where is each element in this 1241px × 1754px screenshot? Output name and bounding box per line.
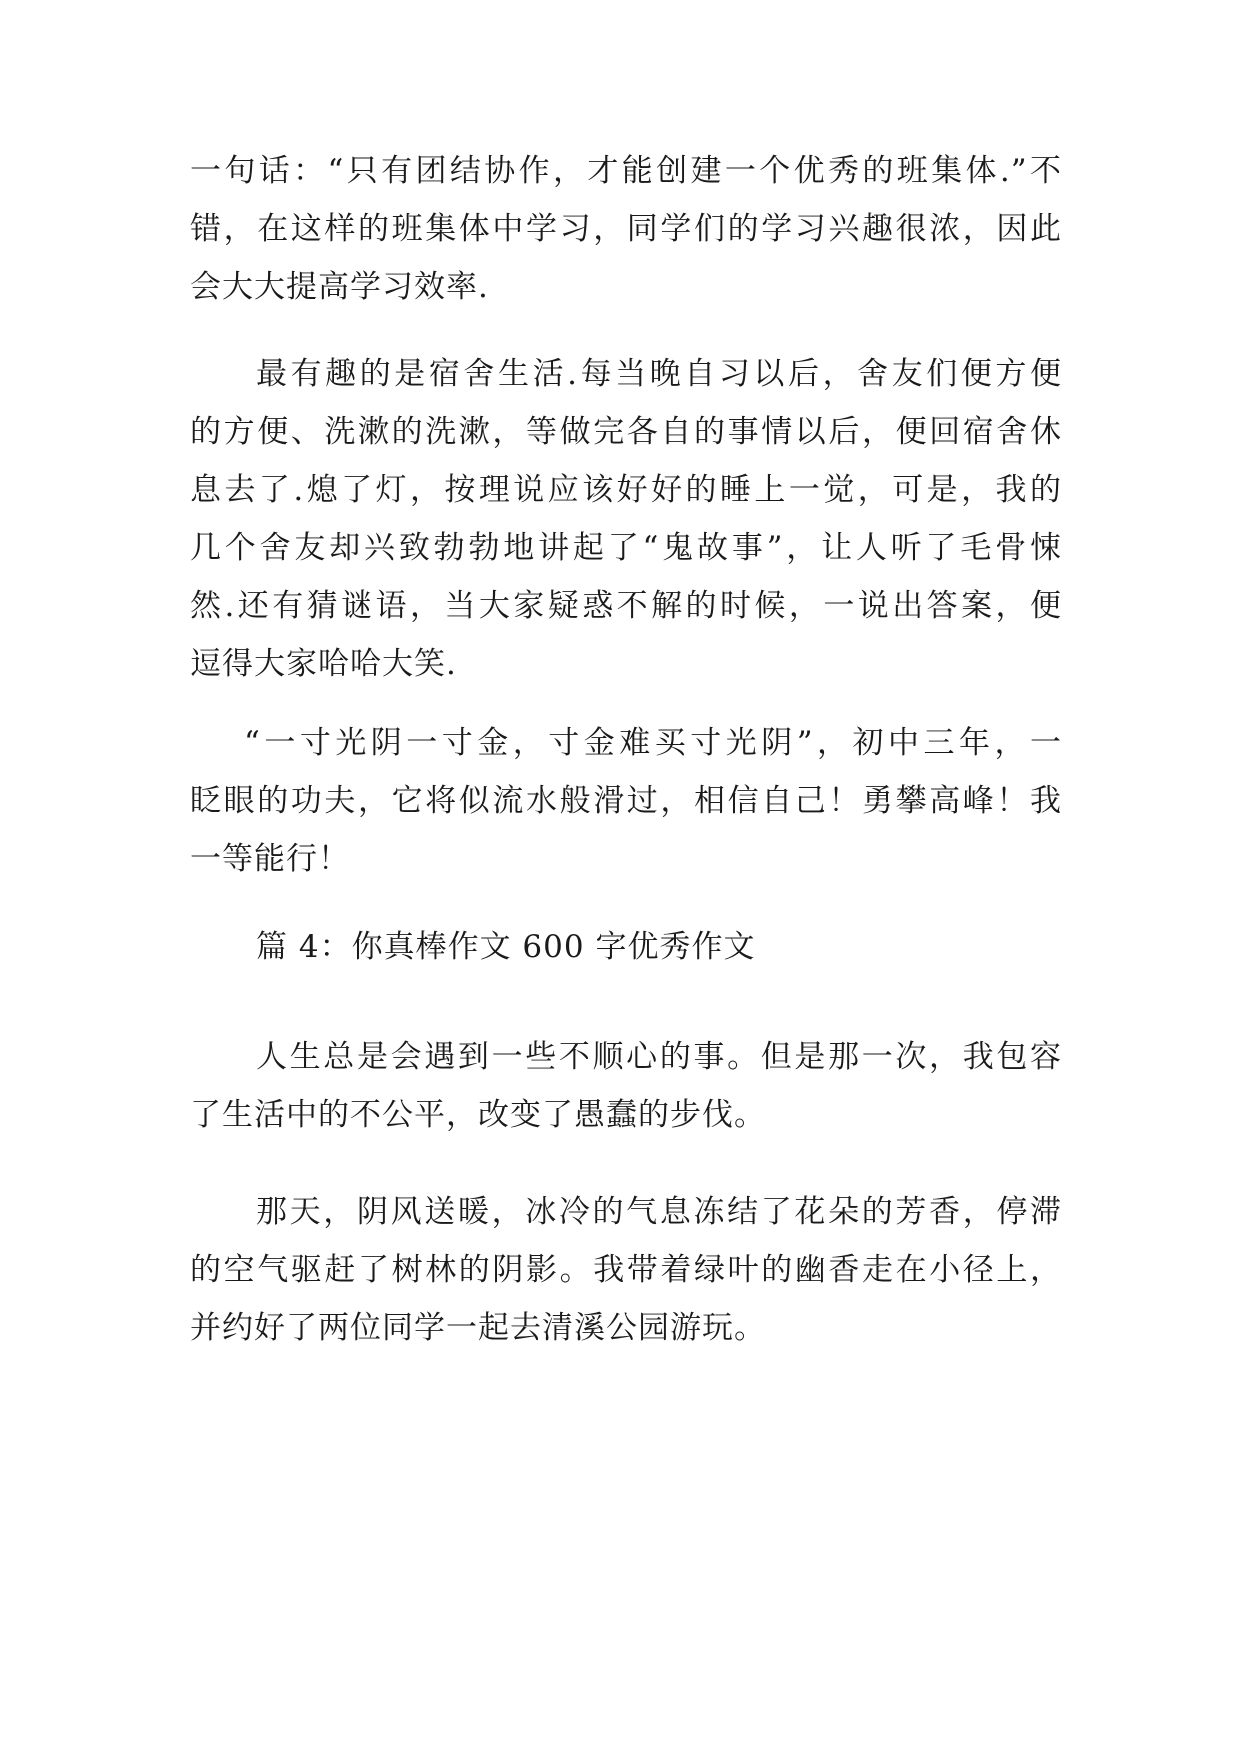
paragraph-line: 并约好了两位同学一起去清溪公园游玩。	[190, 1310, 766, 1346]
paragraph-1	[190, 142, 1062, 316]
section-heading-text: 篇 4：你真棒作文 600 字优秀作文	[256, 929, 756, 965]
paragraph-2	[190, 345, 1062, 693]
paragraph-line: 然.还有猜谜语，当大家疑惑不解的时候，一说出答案，便	[190, 588, 1062, 624]
paragraph-5	[190, 1183, 1062, 1357]
paragraph-3	[190, 714, 1062, 888]
paragraph-line: 息去了.熄了灯，按理说应该好好的睡上一觉，可是，我的	[190, 472, 1062, 508]
paragraph-line: 眨眼的功夫，它将似流水般滑过，相信自己！勇攀高峰！我	[190, 783, 1062, 819]
paragraph-line: 人生总是会遇到一些不顺心的事。但是那一次，我包容	[256, 1039, 1062, 1075]
paragraph-line: 会大大提高学习效率.	[190, 269, 489, 305]
paragraph-line: 的空气驱赶了树林的阴影。我带着绿叶的幽香走在小径上，	[190, 1252, 1062, 1288]
paragraph-line: 的方便、洗漱的洗漱，等做完各自的事情以后，便回宿舍休	[190, 414, 1062, 450]
paragraph-line: “一寸光阴一寸金，寸金难买寸光阴”，初中三年，一	[244, 725, 1062, 761]
paragraph-line: 了生活中的不公平，改变了愚蠢的步伐。	[190, 1097, 766, 1133]
paragraph-line: 最有趣的是宿舍生活.每当晚自习以后，舍友们便方便	[256, 356, 1062, 392]
paragraph-line: 几个舍友却兴致勃勃地讲起了“鬼故事”，让人听了毛骨悚	[190, 530, 1062, 566]
paragraph-line: 一句话：“只有团结协作，才能创建一个优秀的班集体.”不	[190, 153, 1062, 189]
paragraph-line: 一等能行！	[190, 841, 350, 877]
paragraph-4	[190, 1028, 1062, 1144]
paragraph-line: 逗得大家哈哈大笑.	[190, 646, 457, 682]
paragraph-line: 错，在这样的班集体中学习，同学们的学习兴趣很浓，因此	[190, 211, 1062, 247]
section-heading	[190, 918, 1062, 976]
paragraph-line: 那天，阴风送暖，冰冷的气息冻结了花朵的芳香，停滞	[256, 1194, 1062, 1230]
